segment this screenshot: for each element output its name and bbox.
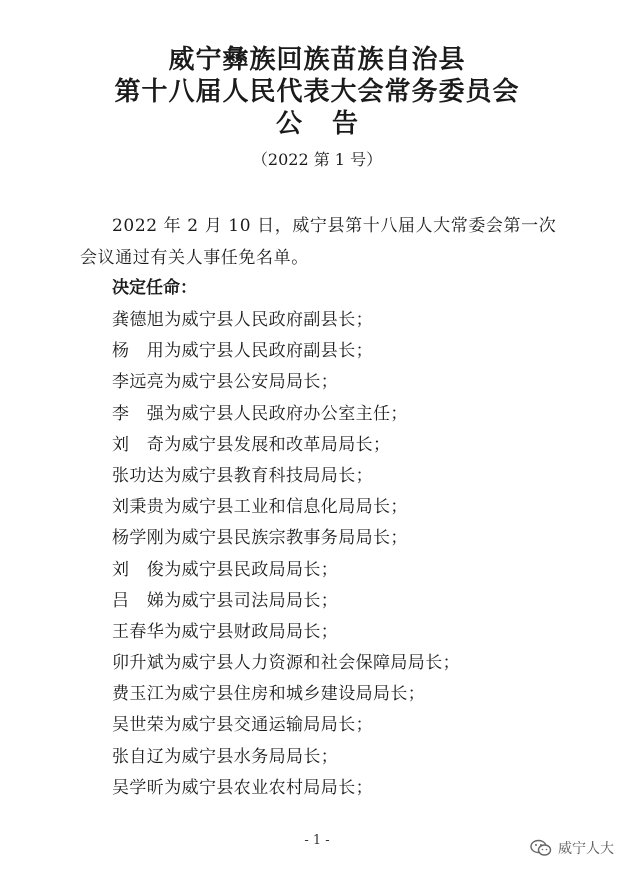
appointment-item: 费玉江为威宁县住房和城乡建设局局长； xyxy=(112,684,426,705)
watermark xyxy=(530,838,614,858)
appointment-item: 吴世荣为威宁县交通运输局局长； xyxy=(112,715,373,736)
document-number: （2022 第 1 号） xyxy=(251,150,383,169)
appointment-item: 刘秉贵为威宁县工业和信息化局局长； xyxy=(112,497,408,518)
page-number: - 1 - xyxy=(304,833,330,848)
appointment-item: 李远亮为威宁县公安局局长； xyxy=(112,372,339,393)
appointment-item: 刘 俊为威宁县民政局局长； xyxy=(112,559,339,580)
appointment-item: 龚德旭为威宁县人民政府副县长； xyxy=(112,310,373,330)
appointment-list xyxy=(112,305,460,804)
title-line-committee: 第十八届人民代表大会常务委员会 xyxy=(114,77,520,107)
title-line-notice: 公告 xyxy=(275,109,388,139)
intro-line-2: 会议通过有关人事任免名单。 xyxy=(80,248,309,268)
section-heading-appointments: 决定任命： xyxy=(112,278,197,298)
appointment-item: 张功达为威宁县教育科技局局长； xyxy=(112,465,373,486)
intro-line-1: 2022 年 2 月 10 日，威宁县第十八届人大常委会第一次 xyxy=(112,216,557,236)
appointment-item: 吕 娣为威宁县司法局局长； xyxy=(112,590,339,611)
appointment-item: 吴学昕为威宁县农业农村局局长； xyxy=(112,777,373,798)
appointment-item: 李 强为威宁县人民政府办公室主任； xyxy=(112,403,408,424)
appointment-item: 王春华为威宁县财政局局长； xyxy=(112,621,339,642)
appointment-item: 杨学刚为威宁县民族宗教事务局局长； xyxy=(112,528,408,549)
intro-paragraph xyxy=(80,210,560,274)
appointment-item: 刘 奇为威宁县发展和改革局局长； xyxy=(112,434,391,455)
appointment-item: 卯升斌为威宁县人力资源和社会保障局局长； xyxy=(112,653,460,674)
document-title xyxy=(0,44,634,140)
appointment-item: 张自辽为威宁县水务局局长； xyxy=(112,746,339,767)
watermark-text: 威宁人大 xyxy=(558,841,614,857)
appointment-item: 杨 用为威宁县人民政府副县长； xyxy=(112,341,373,362)
wechat-icon xyxy=(530,839,552,857)
title-line-county: 威宁彝族回族苗族自治县 xyxy=(168,45,466,75)
